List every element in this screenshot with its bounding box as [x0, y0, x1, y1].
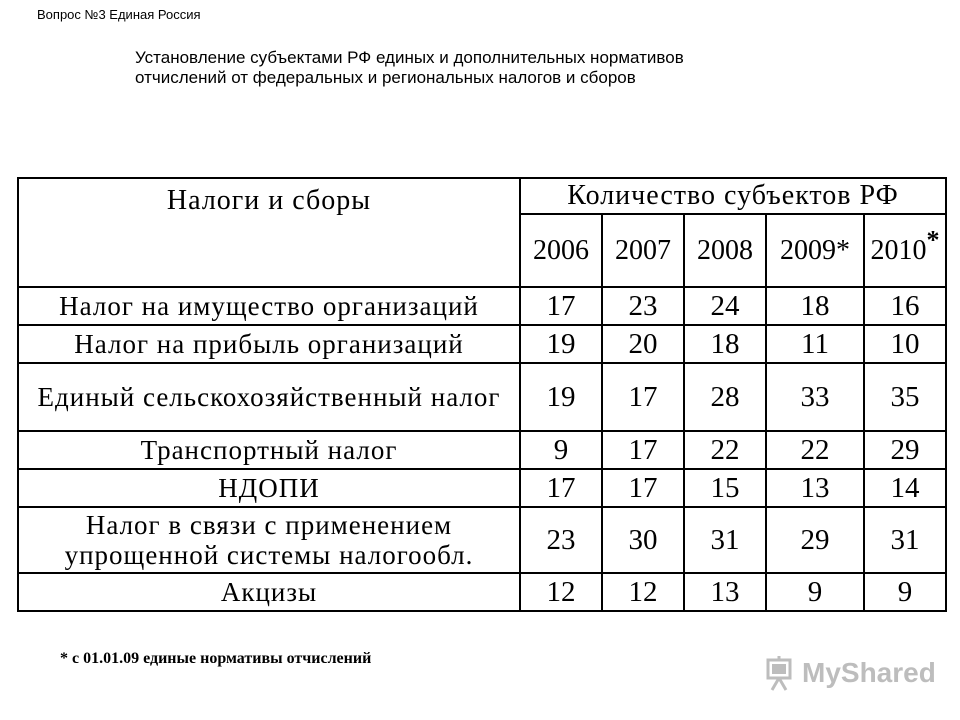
tax-table	[17, 177, 947, 612]
footnote: * с 01.01.09 единые нормативы отчислений	[60, 650, 372, 667]
subject-count-cell: 18	[766, 287, 864, 325]
subject-count-cell: 12	[520, 573, 602, 611]
tax-name: Налог на прибыль организаций	[18, 325, 520, 363]
table-row	[18, 469, 946, 507]
table-row	[18, 363, 946, 431]
subject-count-cell: 23	[520, 507, 602, 573]
tax-name: Налог в связи с применением упрощенной системы налогообл.	[18, 507, 520, 573]
header-taxes: Налоги и сборы	[18, 178, 520, 287]
tax-name: НДОПИ	[18, 469, 520, 507]
subject-count-cell: 14	[864, 469, 946, 507]
subject-count-cell: 29	[766, 507, 864, 573]
subject-count-cell: 11	[766, 325, 864, 363]
subject-count-cell: 35	[864, 363, 946, 431]
table-row	[18, 325, 946, 363]
year-header: 2009*	[766, 214, 864, 287]
slide-title	[135, 48, 895, 88]
subject-count-cell: 15	[684, 469, 766, 507]
subject-count-cell: 17	[602, 363, 684, 431]
watermark-logo	[766, 654, 936, 692]
table-row	[18, 287, 946, 325]
subject-count-cell: 9	[766, 573, 864, 611]
year-header: 2008	[684, 214, 766, 287]
subject-count-cell: 22	[766, 431, 864, 469]
header-subject-count: Количество субъектов РФ	[520, 178, 946, 214]
year-star: *	[926, 225, 940, 255]
subject-count-cell: 16	[864, 287, 946, 325]
topic-label: Вопрос №3 Единая Россия	[37, 7, 201, 22]
tax-name: Акцизы	[18, 573, 520, 611]
tax-name: Транспортный налог	[18, 431, 520, 469]
year-header-2010	[864, 214, 946, 287]
subject-count-cell: 17	[602, 469, 684, 507]
subject-count-cell: 33	[766, 363, 864, 431]
subject-count-cell: 10	[864, 325, 946, 363]
slide-title-line-2: отчислений от федеральных и региональных налогов и сборов	[135, 68, 636, 87]
tax-name: Единый сельскохозяйственный налог	[18, 363, 520, 431]
subject-count-cell: 13	[684, 573, 766, 611]
slide-title-line-1: Установление субъектами РФ единых и дополнительных нормативов	[135, 48, 684, 67]
subject-count-cell: 31	[684, 507, 766, 573]
subject-count-cell: 24	[684, 287, 766, 325]
table-row	[18, 431, 946, 469]
subject-count-cell: 29	[864, 431, 946, 469]
subject-count-cell: 28	[684, 363, 766, 431]
subject-count-cell: 12	[602, 573, 684, 611]
year-header: 2007	[602, 214, 684, 287]
year-label: 2010	[870, 234, 927, 266]
subject-count-cell: 30	[602, 507, 684, 573]
subject-count-cell: 20	[602, 325, 684, 363]
subject-count-cell: 31	[864, 507, 946, 573]
subject-count-cell: 18	[684, 325, 766, 363]
tax-name: Налог на имущество организаций	[18, 287, 520, 325]
subject-count-cell: 19	[520, 363, 602, 431]
subject-count-cell: 9	[520, 431, 602, 469]
subject-count-cell: 17	[520, 469, 602, 507]
subject-count-cell: 17	[520, 287, 602, 325]
watermark-text: MyShared	[802, 657, 936, 688]
year-header: 2006	[520, 214, 602, 287]
table-row	[18, 573, 946, 611]
presentation-icon	[766, 654, 796, 692]
subject-count-cell: 13	[766, 469, 864, 507]
subject-count-cell: 22	[684, 431, 766, 469]
table-row	[18, 507, 946, 573]
subject-count-cell: 23	[602, 287, 684, 325]
subject-count-cell: 19	[520, 325, 602, 363]
subject-count-cell: 9	[864, 573, 946, 611]
subject-count-cell: 17	[602, 431, 684, 469]
